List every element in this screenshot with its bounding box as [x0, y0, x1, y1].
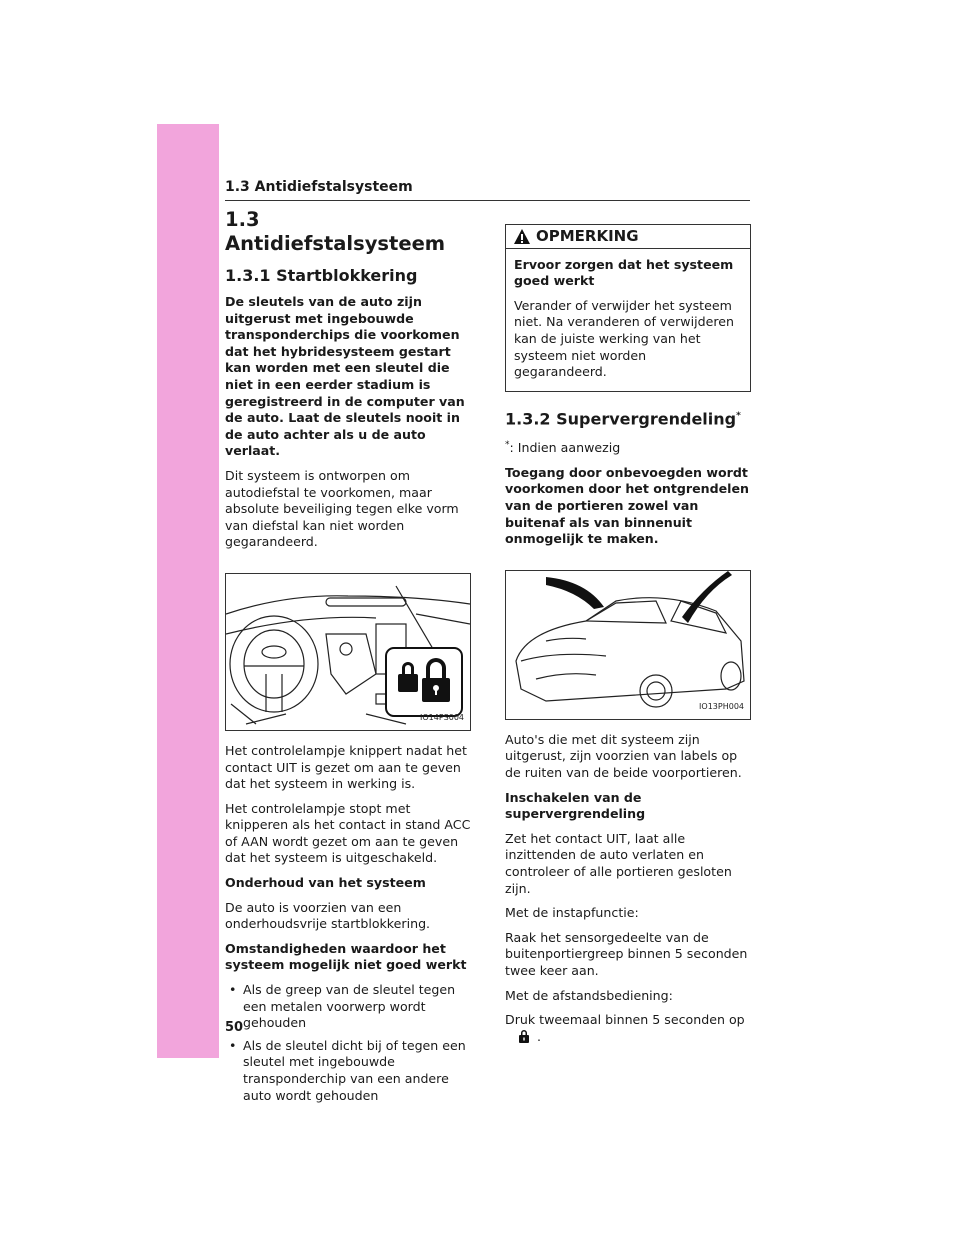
- subsection-title-supervergrendeling: [505, 406, 751, 429]
- figure-code: IO13PH004: [699, 702, 744, 712]
- stop-blink-paragraph: Het controlelampje stopt met knipperen als het contact in stand ACC of AAN wordt gezet om aan te geven dat het systeem is uitgeschakeld.: [225, 800, 471, 866]
- page-number: 50: [225, 1020, 244, 1035]
- footnote: [505, 437, 751, 457]
- section-title: 1.3 Antidiefstalsysteem: [225, 208, 446, 255]
- list-item: • Als de greep van de sleutel tegen een metalen voorwerp wordt gehouden: [225, 982, 471, 1032]
- enable-paragraph: Zet het contact UIT, laat alle inzittenden de auto verlaten en controleer of alle portieren gesloten zijn.: [505, 830, 732, 896]
- intro-paragraph: Dit systeem is ontworpen om autodiefstal te voorkomen, maar absolute beveiliging tegen elke vorm van diefstal kan niet worden gegarandeerd.: [225, 467, 459, 550]
- subsection-title-startblokkering: 1.3.1 Startblokkering: [225, 266, 418, 285]
- remote-text: Druk tweemaal binnen 5 seconden op: [505, 1012, 745, 1028]
- maintenance-paragraph: De auto is voorzien van een onderhoudsvrije startblokkering.: [225, 899, 431, 932]
- remote-lock-line: [505, 1029, 541, 1044]
- running-header: 1.3 Antidiefstalsysteem: [225, 179, 750, 201]
- notice-paragraph: Verander of verwijder het systeem niet. Na veranderen of verwijderen kan de juiste werking van het systeem niet worden gegarandeerd.: [514, 297, 734, 380]
- lock-icon: [517, 1029, 531, 1043]
- car-illustration: [506, 571, 750, 719]
- warning-icon: [514, 229, 530, 244]
- dashboard-figure: [225, 573, 471, 731]
- notice-box: [505, 224, 751, 392]
- notice-body: [506, 249, 750, 391]
- list-item: • Als de sleutel dicht bij of tegen een sleutel met ingebouwde transponderchip van een andere auto wordt gehouden: [225, 1038, 471, 1104]
- notice-header: [506, 225, 750, 249]
- left-column: [225, 208, 471, 1110]
- supervergrendeling-intro: Toegang door onbevoegden wordt voorkomen door het ontgrendelen van de portieren zowel van buitenaf als van binnenuit onmogelijk te maken.: [505, 464, 750, 547]
- notice-title: OPMERKING: [536, 227, 639, 245]
- conditions-heading: Omstandigheden waardoor het systeem mogelijk niet goed werkt: [225, 940, 467, 973]
- remote-paragraph: [505, 1012, 751, 1045]
- figure-code: IO14PS004: [419, 713, 464, 723]
- side-color-band: [157, 124, 219, 1058]
- footnote-text: : Indien aanwezig: [509, 440, 621, 456]
- remote-heading: Met de afstandsbediening:: [505, 987, 673, 1003]
- labels-paragraph: Auto's die met dit systeem zijn uitgerust, zijn voorzien van labels op de ruiten van de beide voorportieren.: [505, 731, 742, 781]
- dashboard-illustration: [226, 574, 470, 730]
- right-column: [505, 224, 751, 1053]
- blink-paragraph: Het controlelampje knippert nadat het contact UIT is gezet om aan te geven dat het systeem in werking is.: [225, 742, 467, 792]
- remote-end: .: [537, 1028, 542, 1044]
- smart-entry-heading: Met de instapfunctie:: [505, 905, 639, 921]
- car-figure: [505, 570, 751, 720]
- enable-heading: Inschakelen van de supervergrendeling: [505, 789, 646, 822]
- subsection-asterisk: *: [736, 410, 741, 421]
- smart-entry-paragraph: Raak het sensorgedeelte van de buitenportiergreep binnen 5 seconden twee keer aan.: [505, 929, 748, 978]
- subsection-title-text: 1.3.2 Supervergrendeling: [505, 409, 737, 429]
- conditions-list: [225, 982, 471, 1104]
- maintenance-heading: Onderhoud van het systeem: [225, 875, 426, 891]
- footnote-asterisk: *: [505, 440, 510, 451]
- notice-bold-paragraph: Ervoor zorgen dat het systeem goed werkt: [514, 256, 734, 289]
- intro-bold-paragraph: De sleutels van de auto zijn uitgerust met ingebouwde transponderchips die voorkomen dat het hybridesysteem gestart kan worden met een sleutel die niet in een eerder stadium is geregistreerd in de computer van de auto. Laat de sleutels nooit in de auto achter als u de auto verlaat.: [225, 294, 465, 459]
